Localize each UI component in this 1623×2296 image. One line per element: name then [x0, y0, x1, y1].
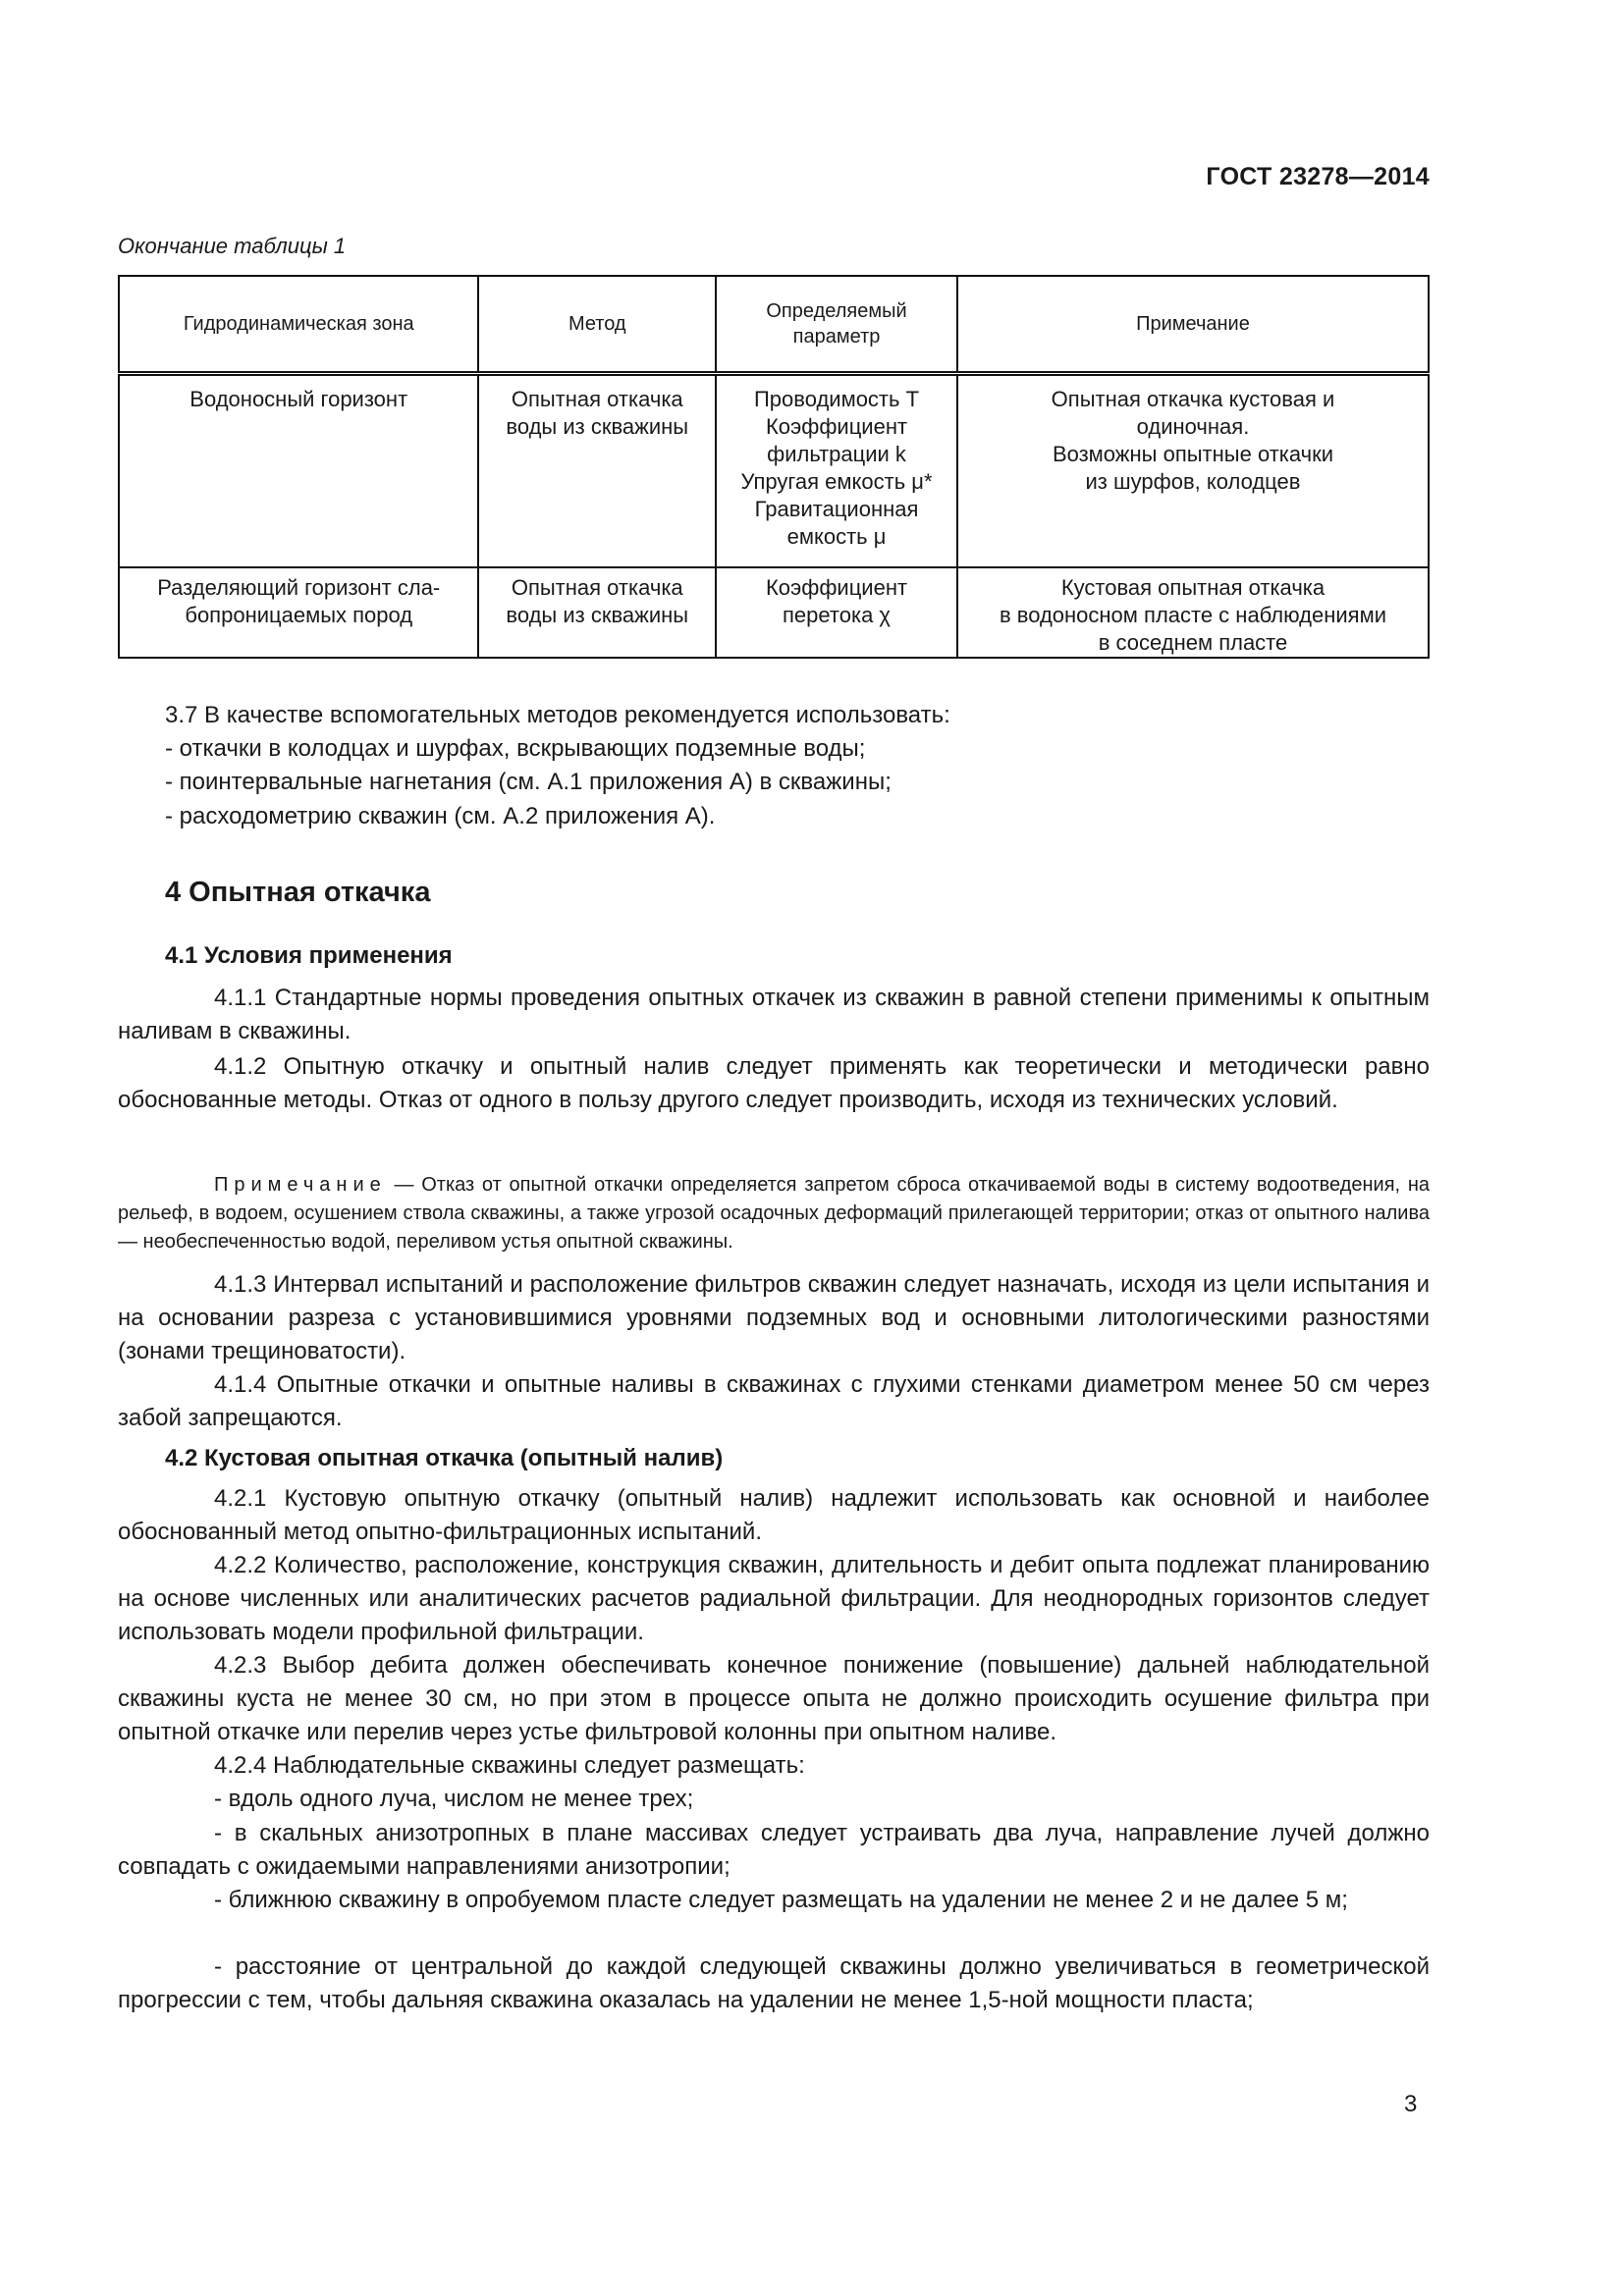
document-code: ГОСТ 23278—2014 — [1206, 163, 1430, 190]
cell-text: воды из скважины — [506, 414, 689, 439]
cell-text: емкость μ — [786, 524, 887, 549]
cell-text: бопроницаемых пород — [185, 603, 413, 627]
cell-note — [957, 567, 1429, 658]
cell-method — [478, 567, 716, 658]
table-caption: Окончание таблицы 1 — [118, 234, 347, 258]
note-label: Примечание — [214, 1174, 387, 1196]
cell-text: Коэффициент — [765, 414, 908, 439]
column-header-note: Примечание — [957, 276, 1429, 374]
paragraph-4-2-4: 4.2.4 Наблюдательные скважины следует размещать: — [214, 1752, 805, 1779]
list-item: - вдоль одного луча, числом не менее трех; — [214, 1786, 694, 1812]
paragraph-3-7: 3.7 В качестве вспомогательных методов рекомендуется использовать: — [165, 702, 950, 728]
table-header-row — [119, 276, 1429, 374]
subsection-heading: 4.2 Кустовая опытная откачка (опытный налив) — [165, 1445, 724, 1471]
cell-text: фильтрации k — [767, 442, 906, 466]
cell-parameter — [716, 567, 957, 658]
cell-text: в водоносном пласте с наблюдениями — [999, 603, 1386, 627]
note-block — [118, 1171, 1430, 1256]
cell-text: воды из скважины — [506, 603, 689, 627]
cell-text: Гравитационная — [754, 497, 919, 521]
list-item: - в скальных анизотропных в плане массивах следует устраивать два луча, направление лучей должно совпадать с ожидаемыми направлениями анизотропии; — [118, 1820, 1430, 1880]
paragraph-4-2-3: 4.2.3 Выбор дебита должен обеспечивать конечное понижение (повышение) дальней наблюдательной скважины куста не менее 30 см, но при этом в процессе опыта не должно происходить осушение фильтра при опытной откачке или перелив через устье фильтровой колонны при опытном наливе. — [118, 1652, 1430, 1745]
list-item: - расходометрию скважин (см. А.2 приложения А). — [165, 803, 716, 829]
paragraph-4-1-1: 4.1.1 Стандартные нормы проведения опытных откачек из скважин в равной степени применимы к опытным наливам в скважины. — [118, 985, 1430, 1044]
cell-text: Упругая емкость μ* — [740, 469, 933, 494]
column-header-parameter: Определяемый параметр — [716, 276, 957, 374]
list-item: - расстояние от центральной до каждой следующей скважины должно увеличиваться в геометрической прогрессии с тем, чтобы дальняя скважина оказалась на удалении не менее 1,5-ной мощности пласта; — [118, 1953, 1430, 2013]
paragraph-4-1-3: 4.1.3 Интервал испытаний и расположение фильтров скважин следует назначать, исходя из цели испытания и на основании разреза с установившимися уровнями подземных вод и основными литологическими разностями (зонами трещиноватости). — [118, 1271, 1430, 1364]
column-header-zone: Гидродинамическая зона — [119, 276, 478, 374]
methods-table — [118, 275, 1430, 659]
paragraph-4-2-1: 4.2.1 Кустовую опытную откачку (опытный налив) надлежит использовать как основной и наиболее обоснованный метод опытно-фильтрационных испытаний. — [118, 1485, 1430, 1545]
paragraph-4-1-4: 4.1.4 Опытные откачки и опытные наливы в скважинах с глухими стенками диаметром менее 50 см через забой запрещаются. — [118, 1371, 1430, 1431]
paragraph-4-2-2: 4.2.2 Количество, расположение, конструкция скважин, длительность и дебит опыта подлежат планированию на основе численных или аналитических расчетов радиальной фильтрации. Для неоднородных горизонтов следует использовать модели профильной фильтрации. — [118, 1552, 1430, 1645]
cell-text: Разделяющий горизонт сла- — [157, 575, 441, 600]
cell-text: Кустовая опытная откачка — [1060, 575, 1325, 600]
cell-text: Водоносный горизонт — [189, 387, 408, 411]
subsection-heading: 4.1 Условия применения — [165, 942, 453, 969]
column-header-method: Метод — [478, 276, 716, 374]
table-row — [119, 567, 1429, 658]
cell-text: Коэффициент — [765, 575, 908, 600]
section-heading: 4 Опытная откачка — [165, 877, 431, 908]
note-text: — Отказ от опытной откачки определяется запретом сброса откачиваемой воды в систему водоотведения, на рельеф, в водоем, осушением ствола скважины, а также угрозой осадочных деформаций прилегающей территории; отказ от опытного налива — необеспеченностью водой, переливом устья опытной скважины. — [118, 1174, 1430, 1253]
cell-text: перетока χ — [783, 603, 891, 627]
cell-zone — [119, 374, 478, 568]
cell-text: из шурфов, колодцев — [1085, 469, 1301, 494]
list-item: - ближнюю скважину в опробуемом пласте следует размещать на удалении не менее 2 и не далее 5 м; — [214, 1887, 1348, 1913]
list-item: - поинтервальные нагнетания (см. А.1 приложения А) в скважины; — [165, 769, 892, 795]
cell-text: Опытная откачка кустовая и — [1051, 387, 1335, 411]
cell-text: Опытная откачка — [511, 387, 683, 411]
cell-text: в соседнем пласте — [1098, 630, 1288, 655]
cell-zone — [119, 567, 478, 658]
table-row — [119, 374, 1429, 568]
cell-parameter — [716, 374, 957, 568]
list-item: - откачки в колодцах и шурфах, вскрывающих подземные воды; — [165, 735, 866, 762]
cell-note — [957, 374, 1429, 568]
page-number: 3 — [1404, 2091, 1418, 2117]
cell-method — [478, 374, 716, 568]
paragraph-4-1-2: 4.1.2 Опытную откачку и опытный налив следует применять как теоретически и методически равно обоснованные методы. Отказ от одного в пользу другого следует производить, исходя из технических условий. — [118, 1053, 1430, 1113]
cell-text: одиночная. — [1136, 414, 1250, 439]
cell-text: Проводимость T — [753, 387, 920, 411]
cell-text: Возможны опытные откачки — [1052, 442, 1334, 466]
cell-text: Опытная откачка — [511, 575, 683, 600]
